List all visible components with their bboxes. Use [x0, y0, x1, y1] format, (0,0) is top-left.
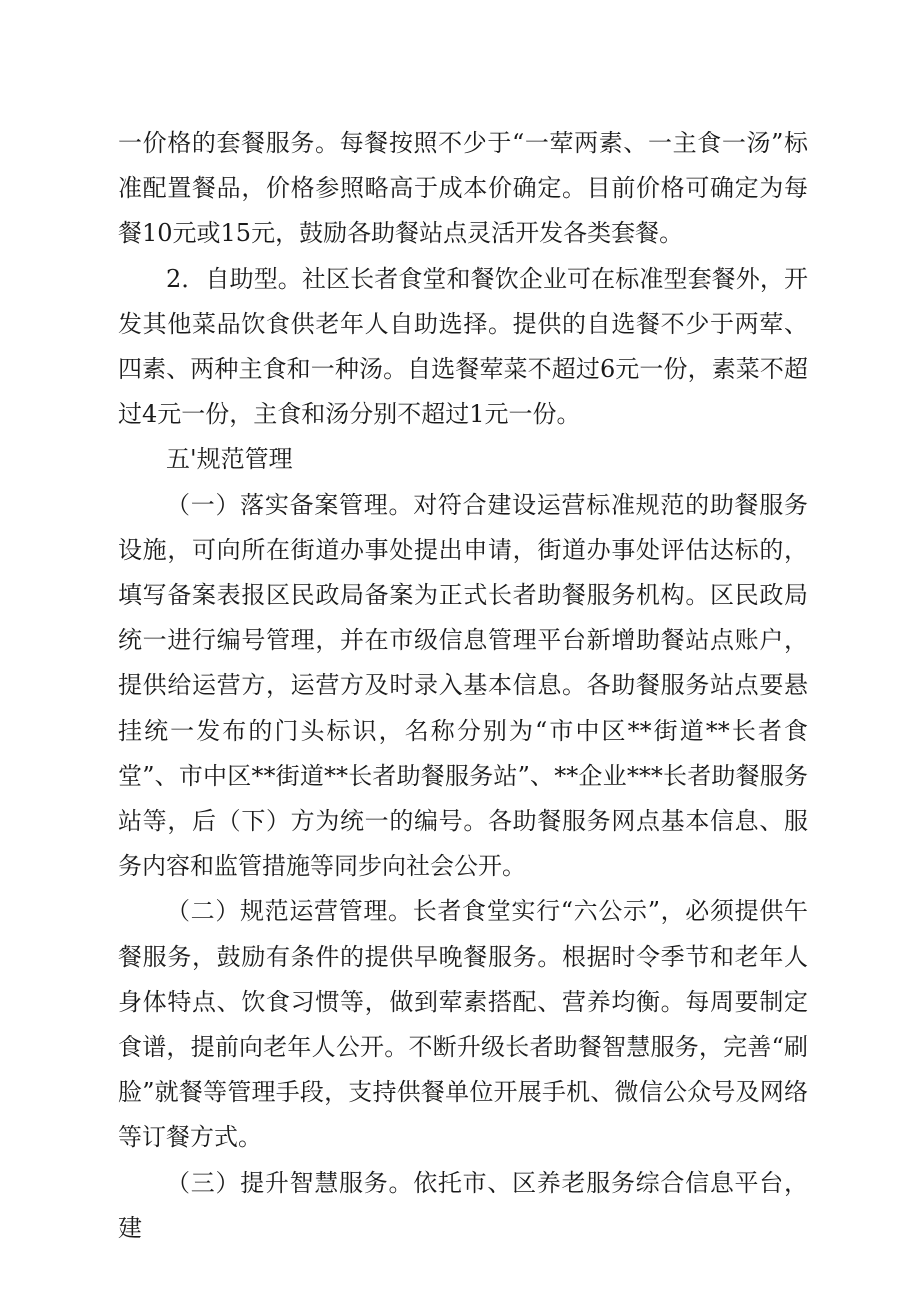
paragraph-operation-management: （二）规范运营管理。长者食堂实行“六公示”，必须提供午餐服务，鼓励有条件的提供早晚餐服务。根据时令季节和老年人身体特点、饮食习惯等，做到荤素搭配、营养均衡。每周要制定食谱，提前向老年人公开。不断升级长者助餐智慧服务，完善“刷脸”就餐等管理手段，支持供餐单位开展手机、微信公众号及网络等订餐方式。 [118, 897, 808, 1152]
paragraph-filing-management: （一）落实备案管理。对符合建设运营标准规范的助餐服务设施，可向所在街道办事处提出申请，街道办事处评估达标的，填写备案表报区民政局备案为正式长者助餐服务机构。区民政局统一进行编号管理，并在市级信息管理平台新增助餐站点账户，提供给运营方，运营方及时录入基本信息。各助餐服务站点要悬挂统一发布的门头标识，名称分别为“市中区**街道**长者食堂”、市中区**街道**长者助餐服务站”、**企业***长者助餐服务站等，后（下）方为统一的编号。各助餐服务网点基本信息、服务内容和监管措施等同步向社会公开。 [118, 490, 808, 881]
section-heading-standard-management: 五'规范管理 [166, 445, 293, 474]
paragraph-set-meal-pricing: 一价格的套餐服务。每餐按照不少于“一荤两素、一主食一汤”标准配置餐品，价格参照略高于成本价确定。目前价格可确定为每餐10元或15元，鼓励各助餐站点灵活开发各类套餐。 [118, 129, 808, 248]
paragraph-smart-service: （三）提升智慧服务。依托市、区养老服务综合信息平台，建 [118, 1168, 808, 1242]
document-body [118, 121, 808, 1251]
paragraph-self-service-type: 2．自助型。社区长者食堂和餐饮企业可在标准型套餐外，开发其他菜品饮食供老年人自助选择。提供的自选餐不少于两荤、四素、两种主食和一种汤。自选餐荤菜不超过6元一份，素菜不超过4元一份，主食和汤分别不超过1元一份。 [118, 264, 808, 429]
